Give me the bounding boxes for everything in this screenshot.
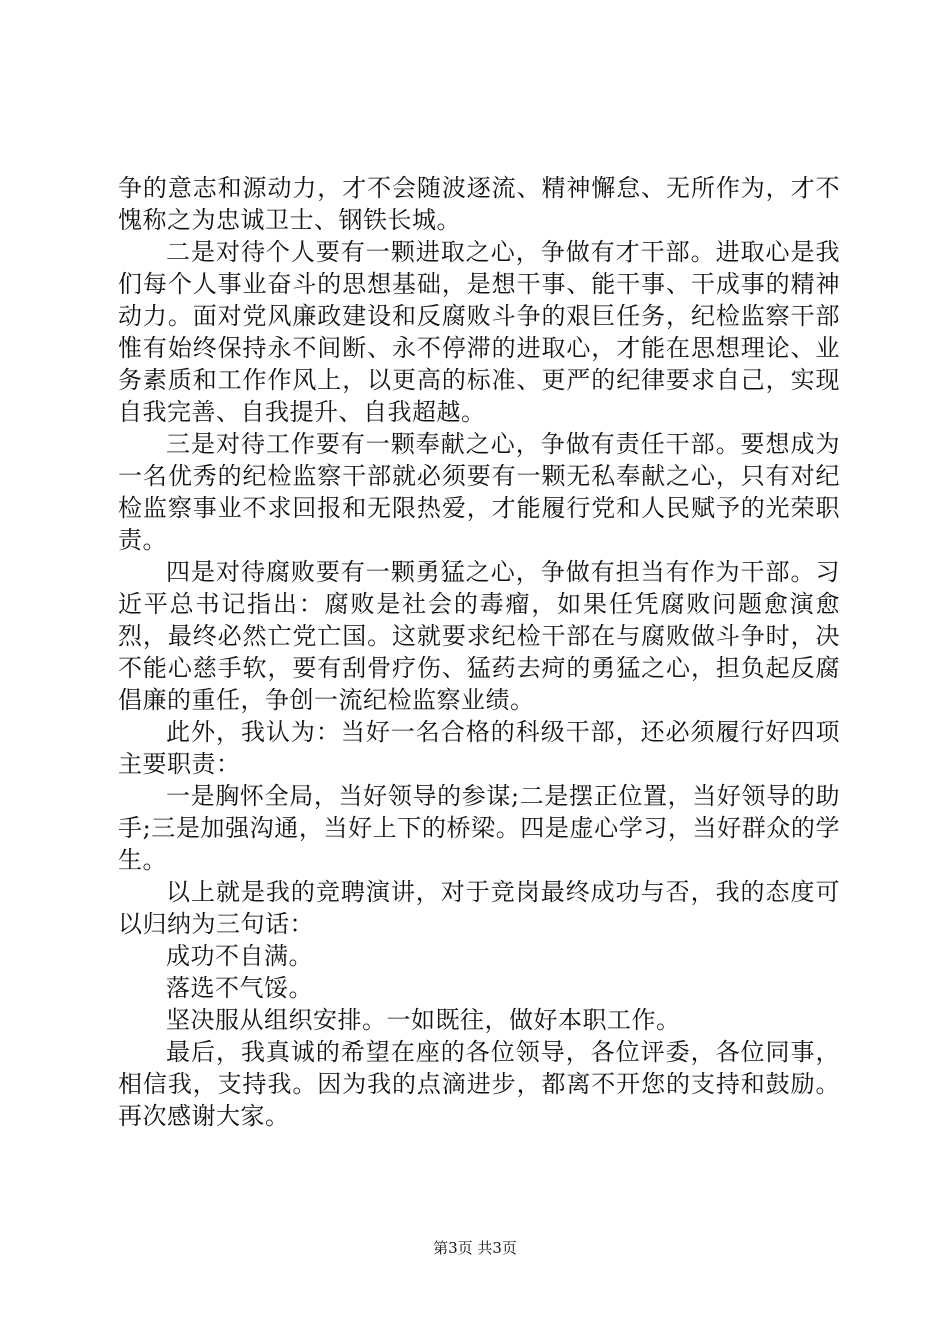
paragraph-1: 争的意志和源动力，才不会随波逐流、精神懈怠、无所作为，才不愧称之为忠诚卫士、钢铁长城。 — [118, 174, 840, 234]
paragraph-3: 三是对待工作要有一颗奉献之心，争做有责任干部。要想成为一名优秀的纪检监察干部就必须要有一颗无私奉献之心，只有对纪检监察事业不求回报和无限热爱，才能履行党和人民赋予的光荣职责。 — [118, 430, 840, 554]
paragraph-7: 以上就是我的竞聘演讲，对于竞岗最终成功与否，我的态度可以归纳为三句话： — [118, 878, 840, 938]
paragraph-5: 此外，我认为：当好一名合格的科级干部，还必须履行好四项主要职责： — [118, 718, 840, 778]
paragraph-2: 二是对待个人要有一颗进取之心，争做有才干部。进取心是我们每个人事业奋斗的思想基础，是想干事、能干事、干成事的精神动力。面对党风廉政建设和反腐败斗争的艰巨任务，纪检监察干部惟有始终保持永不间断、永不停滞的进取心，才能在思想理论、业务素质和工作作风上，以更高的标准、更严的纪律要求自己，实现自我完善、自我提升、自我超越。 — [118, 238, 840, 426]
paragraph-10: 坚决服从组织安排。一如既往，做好本职工作。 — [166, 1006, 681, 1034]
paragraph-4: 四是对待腐败要有一颗勇猛之心，争做有担当有作为干部。习近平总书记指出：腐败是社会的毒瘤，如果任凭腐败问题愈演愈烈，最终必然亡党亡国。这就要求纪检干部在与腐败做斗争时，决不能心慈手软，要有刮骨疗伤、猛药去疴的勇猛之心，担负起反腐倡廉的重任，争创一流纪检监察业绩。 — [118, 558, 840, 714]
paragraph-6: 一是胸怀全局，当好领导的参谋;二是摆正位置，当好领导的助手;三是加强沟通，当好上下的桥梁。四是虚心学习，当好群众的学生。 — [118, 782, 840, 874]
paragraph-9: 落选不气馁。 — [166, 974, 313, 1002]
paragraph-11: 最后，我真诚的希望在座的各位领导，各位评委，各位同事，相信我，支持我。因为我的点滴进步，都离不开您的支持和鼓励。再次感谢大家。 — [118, 1038, 840, 1130]
body-text — [118, 172, 840, 1132]
page-number: 第3页 共3页 — [433, 1239, 517, 1257]
paragraph-8: 成功不自满。 — [166, 942, 313, 970]
page-footer — [0, 1238, 950, 1258]
